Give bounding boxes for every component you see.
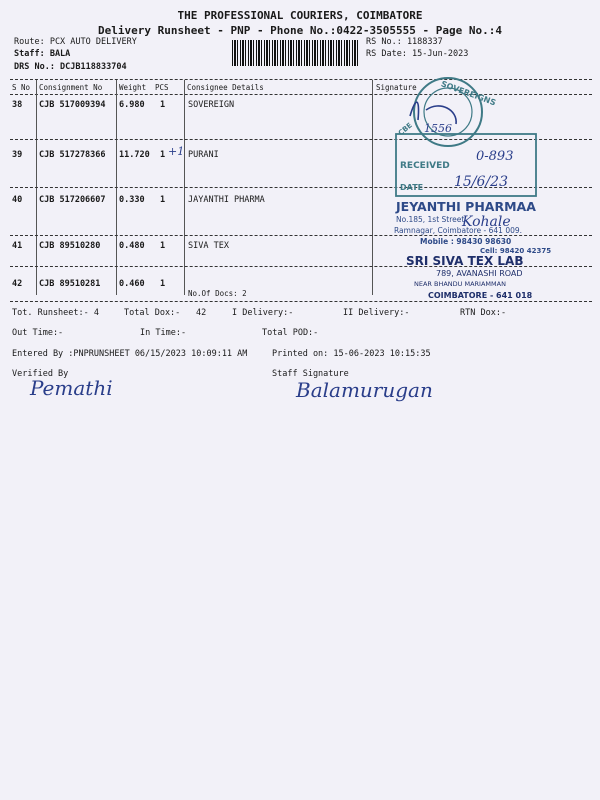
- table-row-consignee: PURANI: [188, 150, 219, 160]
- siva-stamp-address2: NEAR BHANDU MARIAMMAN: [414, 280, 506, 288]
- i-delivery-label: I Delivery:-: [232, 308, 294, 318]
- table-row-weight: 0.460: [119, 279, 145, 289]
- table-row-pcs: 1: [160, 241, 166, 251]
- rs-number: RS No.: 1188337: [366, 37, 443, 47]
- siva-stamp-name: SRI SIVA TEX LAB: [406, 254, 524, 268]
- table-row-consignment: CJB 517206607: [39, 195, 106, 205]
- handwritten-sig-38: 1556: [424, 122, 452, 135]
- col-header-pcs: PCS: [155, 83, 169, 92]
- jayanthi-stamp-city: Ramnagar, Coimbatore - 641 009.: [394, 226, 523, 235]
- verified-by-label: Verified By: [12, 369, 69, 379]
- total-pod-label: Total POD:-: [262, 328, 319, 338]
- jayanthi-stamp-cell: Cell: 98420 42375: [480, 247, 552, 255]
- table-row-pcs: 1: [160, 195, 166, 205]
- out-time-label: Out Time:-: [12, 328, 64, 338]
- runsheet-subtitle: Delivery Runsheet - PNP - Phone No.:0422-3505555 - Page No.:4: [98, 24, 502, 37]
- sovereign-stamp-inner-text: CBE: [396, 121, 414, 138]
- staff-signature: Balamurugan: [296, 378, 433, 402]
- staff-signature-label: Staff Signature: [272, 369, 349, 379]
- entered-by: Entered By :PNPRUNSHEET 06/15/2023 10:09:11 AM: [12, 349, 248, 359]
- rs-date: RS Date: 15-Jun-2023: [366, 49, 469, 59]
- printed-on: Printed on: 15-06-2023 10:15:35: [272, 349, 431, 359]
- col-header-consignment: Consignment No: [39, 83, 103, 92]
- handwritten-sig-39-no: 0-893: [476, 149, 514, 164]
- table-row-pcs: 1: [160, 100, 166, 110]
- siva-stamp-address: 789, AVANASHI ROAD: [436, 269, 523, 278]
- rtn-dox-label: RTN Dox:-: [460, 308, 507, 318]
- company-title: THE PROFESSIONAL COURIERS, COIMBATORE: [177, 9, 423, 22]
- table-row-pcs: 1: [160, 150, 166, 160]
- table-row-weight: 0.330: [119, 195, 145, 205]
- jayanthi-stamp-address: No.185, 1st Street: [396, 215, 465, 224]
- table-row-sno: 41: [12, 241, 23, 251]
- handwritten-pcs-note: +1: [168, 145, 185, 158]
- table-row-weight: 6.980: [119, 100, 145, 110]
- table-row-sno: 40: [12, 195, 23, 205]
- table-row-consignment: CJB 517278366: [39, 150, 106, 160]
- signature-scribble-38: [410, 102, 456, 124]
- table-row-consignment: CJB 517009394: [39, 100, 106, 110]
- ii-delivery-label: II Delivery:-: [343, 308, 410, 318]
- total-dox-value: 42: [196, 308, 207, 318]
- route-label: Route: PCX AUTO DELIVERY: [14, 37, 137, 47]
- total-dox-label: Total Dox:-: [124, 308, 181, 318]
- table-row-weight: 11.720: [119, 150, 150, 160]
- stamps-signature-area: [370, 76, 592, 308]
- col-header-sno: S No: [12, 83, 31, 92]
- table-row-pcs: 1: [160, 279, 166, 289]
- table-row-weight: 0.480: [119, 241, 145, 251]
- table-row-sno: 39: [12, 150, 23, 160]
- table-row-consignee: SIVA TEX: [188, 241, 229, 251]
- staff-label: Staff: BALA: [14, 49, 71, 59]
- jayanthi-stamp-mobile: Mobile : 98430 98630: [420, 237, 512, 246]
- barcode: [232, 40, 358, 66]
- verifier-signature: Pemathi: [30, 376, 113, 400]
- siva-stamp-city: COIMBATORE - 641 018: [428, 291, 533, 300]
- handwritten-sig-40: Kohale: [462, 214, 511, 230]
- total-runsheet: Tot. Runsheet:- 4: [12, 308, 99, 318]
- table-row-consignee: JAYANTHI PHARMA: [188, 195, 265, 205]
- col-header-consignee: Consignee Details: [187, 83, 264, 92]
- in-time-label: In Time:-: [140, 328, 187, 338]
- table-row-consignment: CJB 89510280: [39, 241, 101, 251]
- table-row-consignment: CJB 89510281: [39, 279, 101, 289]
- jayanthi-stamp-name: JEYANTHI PHARMAA: [396, 199, 536, 214]
- col-header-signature: Signature: [376, 83, 417, 92]
- stamp-received-label: RECEIVED: [400, 161, 450, 171]
- table-row-consignee: SOVEREIGN: [188, 100, 235, 110]
- stamp-date-label: DATE: [400, 183, 424, 192]
- table-row-sno: 38: [12, 100, 23, 110]
- no-of-docs: No.Of Docs: 2: [188, 289, 247, 298]
- col-header-weight: Weight: [119, 83, 147, 92]
- table-row-sno: 42: [12, 279, 23, 289]
- sovereign-stamp-text: SOVEREIGNS: [439, 79, 498, 108]
- drs-number: DRS No.: DCJB118833704: [14, 62, 127, 72]
- handwritten-sig-39-date: 15/6/23: [454, 174, 508, 190]
